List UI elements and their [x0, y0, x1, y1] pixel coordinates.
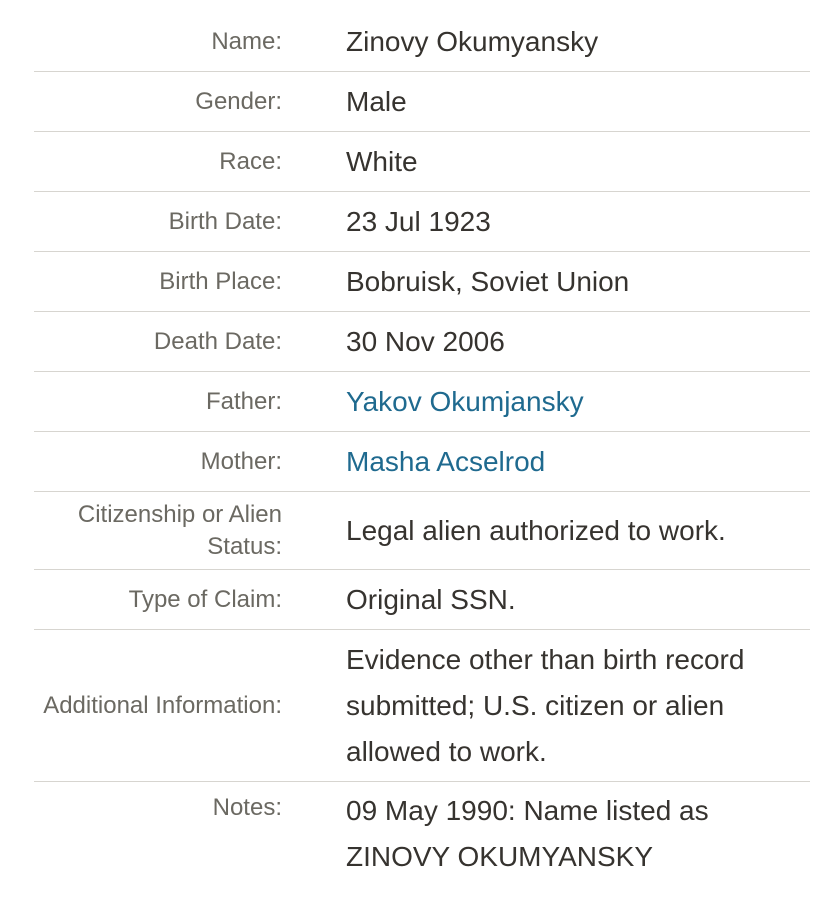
gender-label: Gender:: [195, 87, 282, 115]
citizenship-label: Citizenship or Alien Status:: [77, 500, 282, 560]
row-race: [34, 132, 810, 192]
mother-link[interactable]: Masha Acselrod: [346, 445, 546, 477]
citizenship-value: Legal alien authorized to work.: [346, 514, 726, 546]
type-of-claim-value: Original SSN.: [346, 583, 516, 615]
race-value: White: [346, 145, 418, 177]
notes-value: 09 May 1990: Name listed as ZINOVY OKUMYANSKY: [346, 795, 709, 872]
row-name: [34, 12, 810, 72]
father-link[interactable]: Yakov Okumjansky: [346, 385, 584, 417]
record-details-table: [34, 12, 810, 880]
birth-place-value: Bobruisk, Soviet Union: [346, 265, 630, 297]
row-death-date: [34, 312, 810, 372]
additional-information-label: Additional Information:: [43, 691, 282, 719]
additional-information-value: Evidence other than birth record submitted; U.S. citizen or alien allowed to work.: [346, 643, 745, 767]
death-date-label: Death Date:: [153, 327, 282, 355]
death-date-value: 30 Nov 2006: [346, 325, 505, 357]
row-notes: [34, 782, 810, 880]
gender-value: Male: [346, 85, 407, 117]
row-birth-date: [34, 192, 810, 252]
row-citizenship: [34, 492, 810, 570]
row-gender: [34, 72, 810, 132]
father-label: Father:: [205, 387, 282, 415]
name-value: Zinovy Okumyansky: [346, 25, 599, 57]
row-father: [34, 372, 810, 432]
row-type-of-claim: [34, 570, 810, 630]
birth-place-label: Birth Place:: [159, 267, 282, 295]
race-label: Race:: [219, 147, 282, 175]
birth-date-label: Birth Date:: [168, 207, 282, 235]
name-label: Name:: [211, 27, 282, 55]
row-birth-place: [34, 252, 810, 312]
mother-label: Mother:: [200, 447, 282, 475]
row-additional-information: [34, 630, 810, 782]
type-of-claim-label: Type of Claim:: [128, 585, 282, 613]
row-mother: [34, 432, 810, 492]
notes-label: Notes:: [212, 794, 282, 821]
birth-date-value: 23 Jul 1923: [346, 205, 491, 237]
